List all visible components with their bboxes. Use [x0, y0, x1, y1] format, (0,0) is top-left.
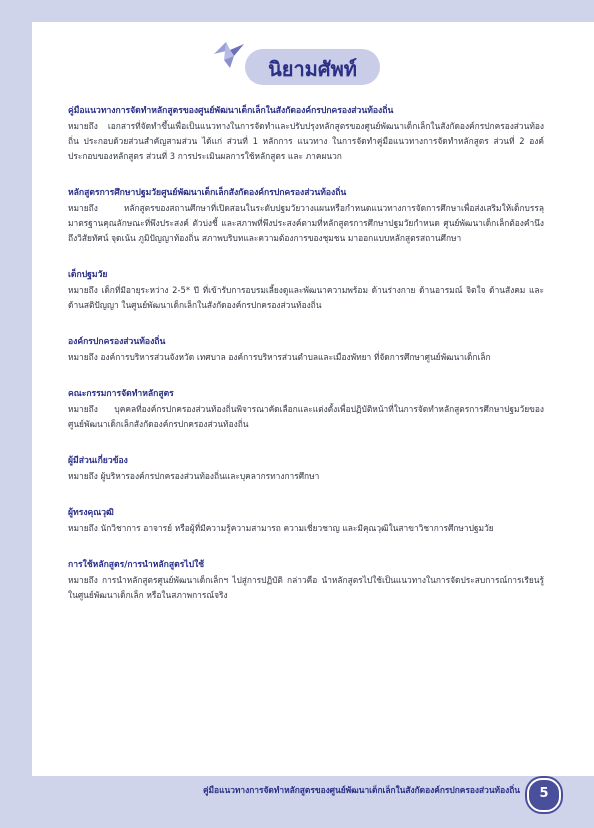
footer-title: คู่มือแนวทางการจัดทำหลักสูตรของศูนย์พัฒนาเด็กเล็กในสังกัดองค์กรปกครองส่วนท้องถิ่น: [202, 785, 520, 795]
glossary-definition: หมายถึง เอกสารที่จัดทำขึ้นเพื่อเป็นแนวทางในการจัดทำและปรับปรุงหลักสูตรของศูนย์พัฒนาเด็กเล็กในสังกัดองค์กรปกครองส่วนท้องถิ่น ประกอบด้วยส่วนสำคัญสามส่วน ได้แก่ ส่วนที่ 1 หลักการ แนวทาง ในการจัดทำคู่มือแนวทางการจัดทำหลักสูตร ส่วนที่ 2 องค์ประกอบของหลักสูตร ส่วนที่ 3 การประเมินผลการใช้หลักสูตร และ ภาคผนวก: [68, 121, 544, 161]
glossary-definition: หมายถึง ผู้บริหารองค์กรปกครองส่วนท้องถิ่นและบุคลากรทางการศึกษา: [68, 471, 320, 481]
glossary-term: ผู้ทรงคุณวุฒิ: [68, 508, 114, 518]
glossary-term: เด็กปฐมวัย: [68, 270, 108, 280]
top-band: [0, 0, 594, 22]
page-number-badge: [527, 778, 561, 812]
page-number: 5: [539, 786, 549, 801]
glossary-term: องค์กรปกครองส่วนท้องถิ่น: [68, 337, 166, 347]
glossary-definition: หมายถึง เด็กที่มีอายุระหว่าง 2-5* ปี ที่เข้ารับการอบรมเลี้ยงดูและพัฒนาความพร้อม ด้านร่างกาย ด้านอารมณ์ จิตใจ ด้านสังคม และด้านสติปัญญา ในศูนย์พัฒนาเด็กเล็กในสังกัดองค์กรปกครองส่วนท้องถิ่น: [68, 285, 544, 310]
glossary-list: [68, 104, 544, 625]
glossary-entry: [68, 387, 544, 432]
glossary-term: คณะกรรมการจัดทำหลักสูตร: [68, 389, 174, 399]
glossary-entry: [68, 268, 544, 313]
glossary-definition: หมายถึง การนำหลักสูตรศูนย์พัฒนาเด็กเล็กฯ ไปสู่การปฏิบัติ กล่าวคือ นำหลักสูตรไปใช้เป็นแนวทางในการจัดประสบการณ์การเรียนรู้ในศูนย์พัฒนาเด็กเล็ก หรือในสภาพการณ์จริง: [68, 575, 544, 600]
glossary-definition: หมายถึง หลักสูตรของสถานศึกษาที่เปิดสอนในระดับปฐมวัยวางแผนหรือกำหนดแนวทางการจัดการศึกษาเพื่อส่งเสริมให้เด็กบรรลุมาตรฐานคุณลักษณะที่พึงประสงค์ ตัวบ่งชี้ และสภาพที่พึงประสงค์ตามที่หลักสูตรการศึกษาปฐมวัยกำหนด ศูนย์พัฒนาเด็กเล็กต้องคำนึงถึงวิสัยทัศน์ จุดเน้น ภูมิปัญญาท้องถิ่น สภาพบริบทและความต้องการของชุมชน มาออกแบบหลักสูตรสถานศึกษา: [68, 203, 544, 243]
paper-bird-icon: [212, 40, 246, 70]
glossary-definition: หมายถึง บุคคลที่องค์กรปกครองส่วนท้องถิ่นพิจารณาคัดเลือกและแต่งตั้งเพื่อปฏิบัติหน้าที่ในการจัดทำหลักสูตรการศึกษาปฐมวัยของศูนย์พัฒนาเด็กเล็กสังกัดองค์กรปกครองส่วนท้องถิ่น: [68, 404, 544, 429]
page-title-banner: [245, 49, 380, 85]
glossary-term: หลักสูตรการศึกษาปฐมวัยศูนย์พัฒนาเด็กเล็กสังกัดองค์กรปกครองส่วนท้องถิ่น: [68, 188, 347, 198]
glossary-term: คู่มือแนวทางการจัดทำหลักสูตรของศูนย์พัฒนาเด็กเล็กในสังกัดองค์กรปกครองส่วนท้องถิ่น: [68, 106, 394, 116]
glossary-definition: หมายถึง องค์การบริหารส่วนจังหวัด เทศบาล องค์การบริหารส่วนตำบลและเมืองพัทยา ที่จัดการศึกษาศูนย์พัฒนาเด็กเล็ก: [68, 352, 491, 362]
glossary-entry: [68, 104, 544, 164]
left-band: [0, 0, 32, 828]
glossary-entry: [68, 335, 544, 365]
glossary-entry: [68, 454, 544, 484]
glossary-entry: [68, 186, 544, 246]
glossary-definition: หมายถึง นักวิชาการ อาจารย์ หรือผู้ที่มีความรู้ความสามารถ ความเชี่ยวชาญ และมีคุณวุฒิในสาขาวิชาการศึกษาปฐมวัย: [68, 523, 494, 533]
glossary-term: ผู้มีส่วนเกี่ยวข้อง: [68, 456, 128, 466]
glossary-term: การใช้หลักสูตร/การนำหลักสูตรไปใช้: [68, 560, 205, 570]
glossary-entry: [68, 506, 544, 536]
page-title: นิยามศัพท์: [268, 57, 357, 81]
glossary-entry: [68, 558, 544, 603]
